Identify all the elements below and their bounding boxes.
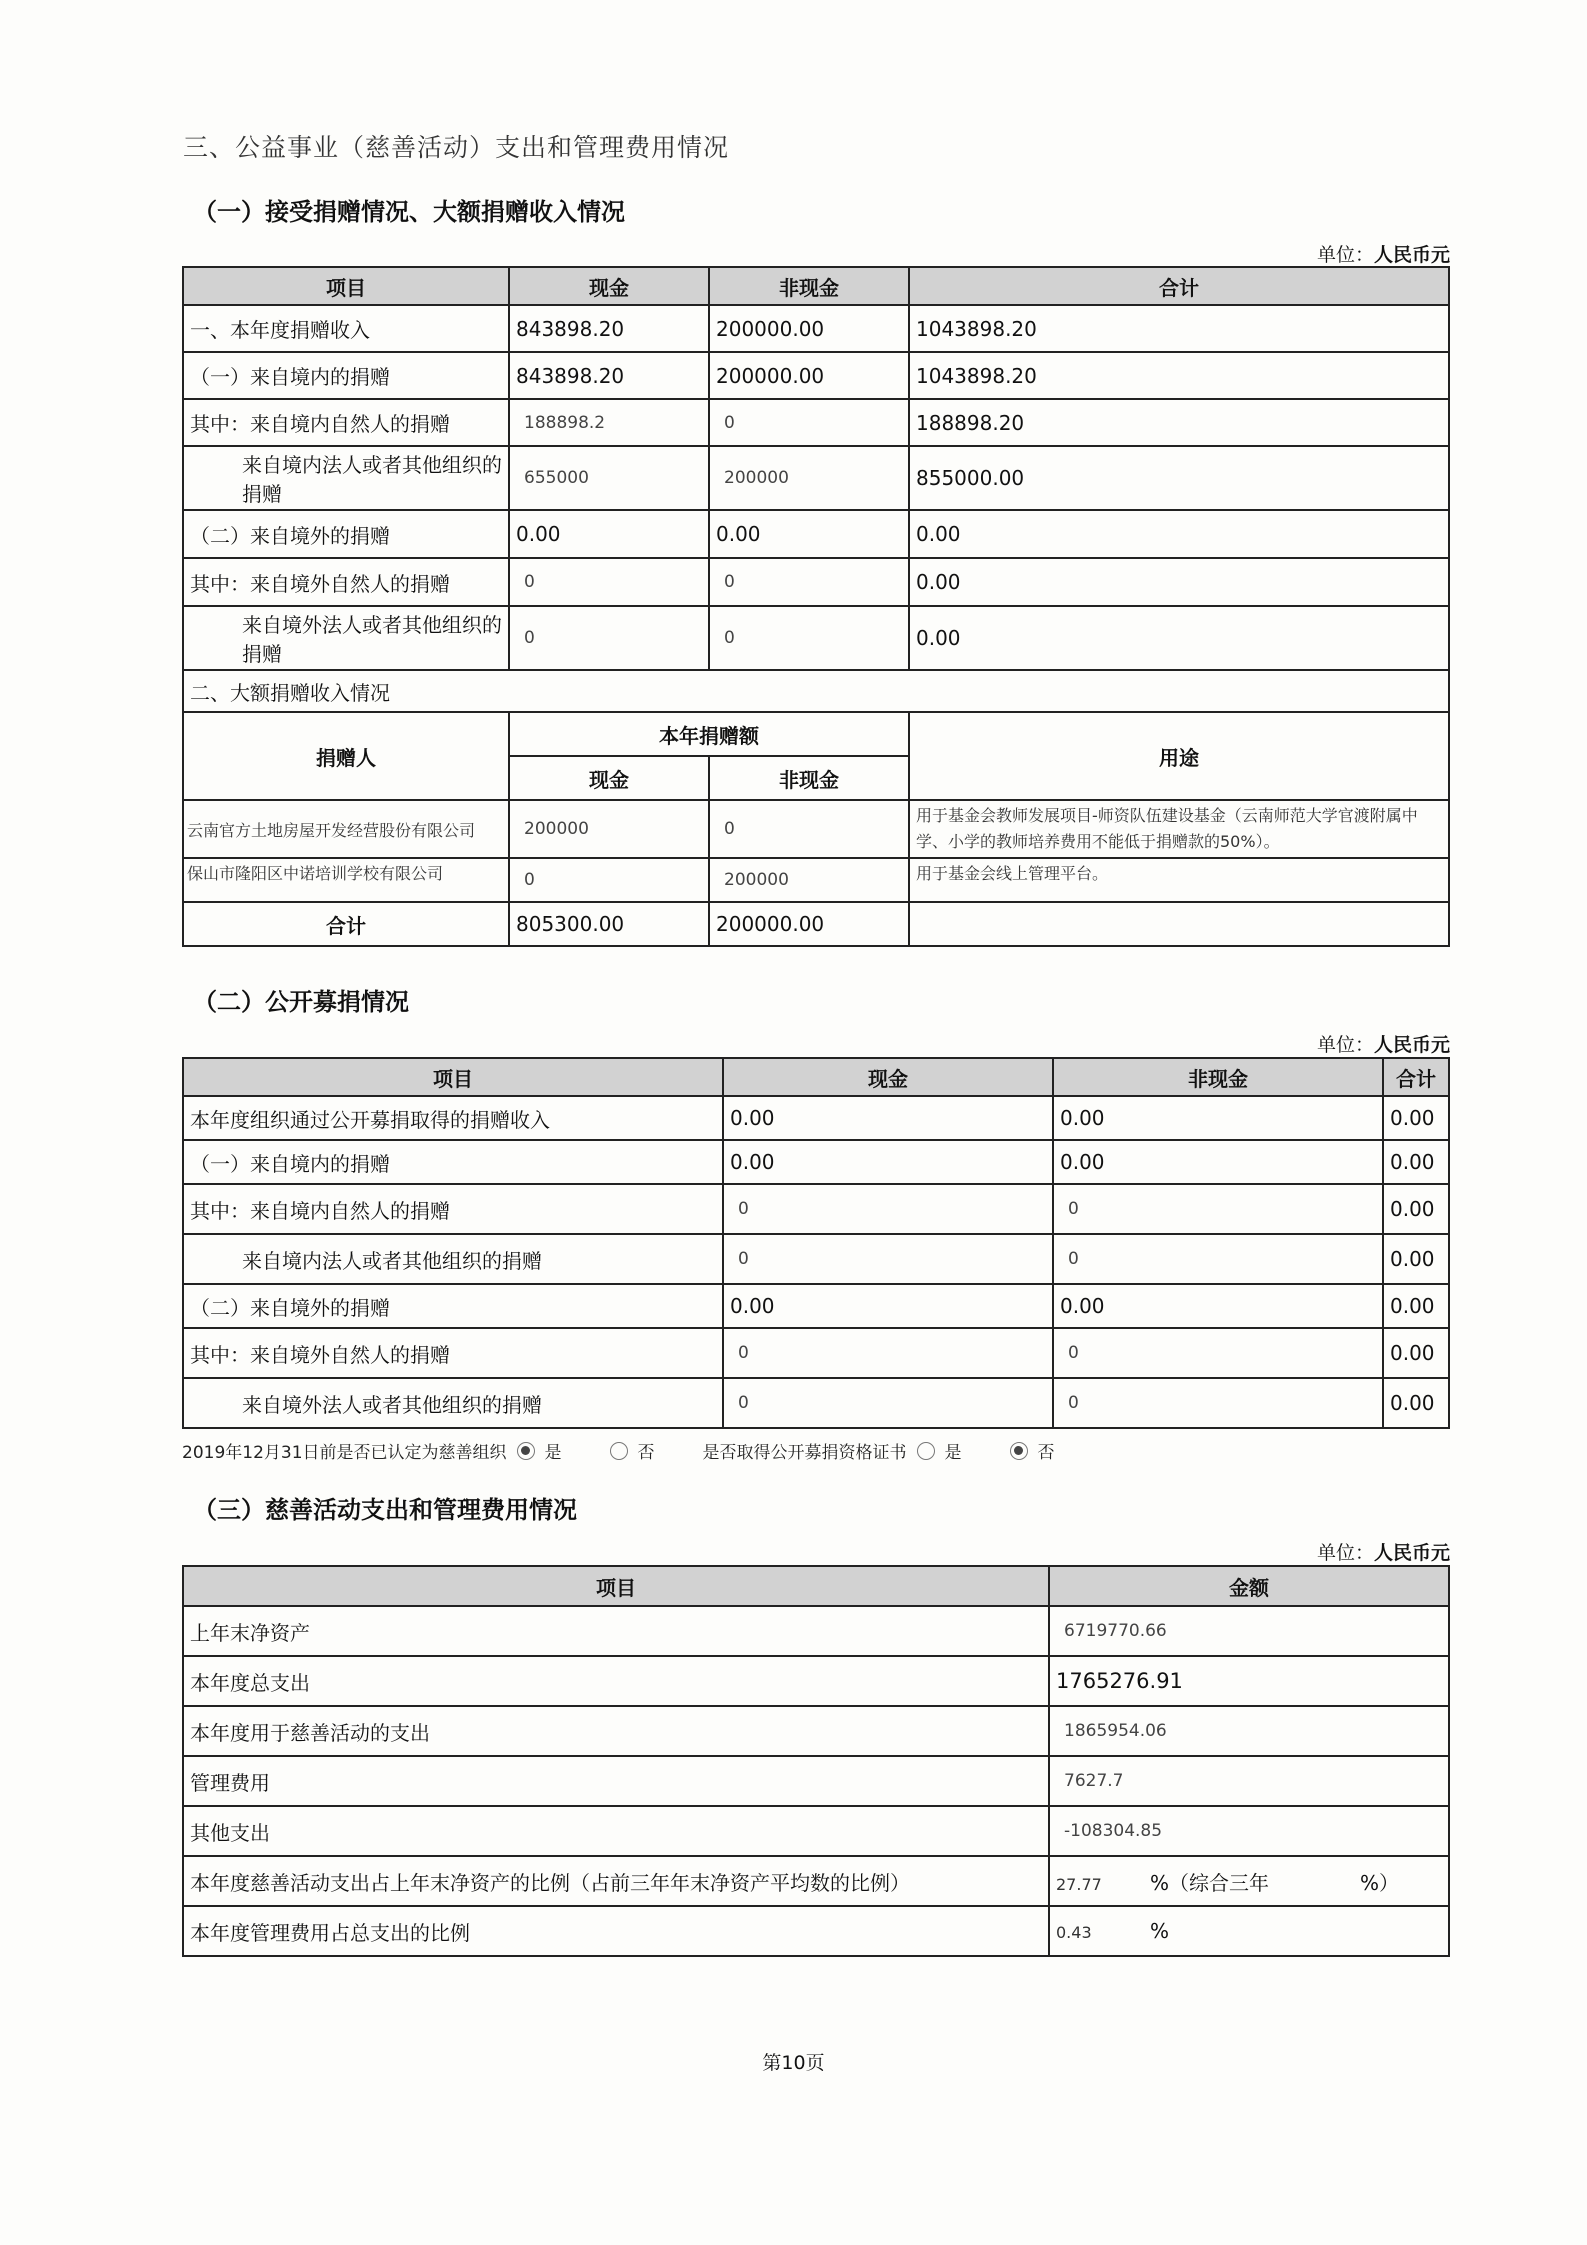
use-description: 用于基金会线上管理平台。 [909,858,1449,902]
cash-value: 0 [509,558,709,606]
header-total: 合计 [1383,1058,1449,1096]
unit-value: 人民币元 [1373,244,1450,266]
charity-yes-label: 是 [544,1443,562,1463]
donation-table [182,266,1450,947]
noncash-value: 0 [709,606,909,670]
table-row [183,1140,1449,1184]
total-use [909,902,1449,946]
expenditure-table [182,1565,1450,1957]
noncash-value: 0.00 [1053,1096,1383,1140]
table-row [183,352,1449,399]
certificate-no-radio[interactable] [1010,1442,1028,1460]
table-row [183,800,1449,858]
row-label: （一）来自境内的捐赠 [183,352,509,399]
total-value: 188898.20 [909,399,1449,446]
noncash-value: 200000 [709,446,909,510]
charity-no-label: 否 [637,1443,655,1463]
large-donation-title-row [183,670,1449,712]
total-value: 1043898.20 [909,305,1449,352]
total-value: 855000.00 [909,446,1449,510]
table-row [183,858,1449,902]
table-row [183,1378,1449,1428]
amount-value: -108304.85 [1049,1806,1449,1856]
section1-title: （一）接受捐赠情况、大额捐赠收入情况 [193,198,625,226]
donor-name: 保山市隆阳区中诺培训学校有限公司 [183,858,509,902]
table-row [183,510,1449,558]
cash-value: 0 [723,1184,1053,1234]
unit-label-1 [1317,240,1450,267]
row-label: 其中：来自境外自然人的捐赠 [183,1328,723,1378]
amount-value: 6719770.66 [1049,1606,1449,1656]
unit-prefix: 单位： [1316,1034,1374,1056]
table-row [183,606,1449,670]
row-label: （二）来自境外的捐赠 [183,510,509,558]
table-row [183,1606,1449,1656]
cash-value: 188898.2 [509,399,709,446]
ratio1-cell [1049,1856,1449,1906]
noncash-value: 0 [1053,1328,1383,1378]
row-label: 本年度用于慈善活动的支出 [183,1706,1049,1756]
total-value: 0.00 [909,510,1449,558]
unit-value: 人民币元 [1373,1542,1450,1564]
noncash-value: 0 [1053,1378,1383,1428]
noncash-value: 0 [1053,1234,1383,1284]
unit-prefix: 单位： [1316,244,1374,266]
amount-value: 1865954.06 [1049,1706,1449,1756]
unit-prefix: 单位： [1316,1542,1374,1564]
row-label: 其中：来自境外自然人的捐赠 [183,558,509,606]
table-row [183,1284,1449,1328]
row-label: 来自境内法人或者其他组织的捐赠 [183,446,509,510]
page-heading: 三、公益事业（慈善活动）支出和管理费用情况 [183,133,730,162]
header-total: 合计 [909,267,1449,305]
header-cash: 现金 [723,1058,1053,1096]
total-label: 合计 [183,902,509,946]
header-large-noncash: 非现金 [709,756,909,800]
row-label: 上年末净资产 [183,1606,1049,1656]
total-value: 0.00 [1383,1096,1449,1140]
charity-yes-radio[interactable] [517,1442,535,1460]
table-header-row [183,267,1449,305]
row-label: 其他支出 [183,1806,1049,1856]
unit-label-2 [1317,1030,1450,1057]
cash-value: 0 [509,606,709,670]
header-noncash: 非现金 [709,267,909,305]
total-value: 0.00 [1383,1184,1449,1234]
table-header-row [183,1566,1449,1606]
row-label: 其中：来自境内自然人的捐赠 [183,1184,723,1234]
row-label: 来自境外法人或者其他组织的捐赠 [183,1378,723,1428]
header-item: 项目 [183,1058,723,1096]
cash-value: 843898.20 [509,352,709,399]
cash-value: 0.00 [723,1284,1053,1328]
noncash-value: 0.00 [1053,1284,1383,1328]
ratio1-label: 本年度慈善活动支出占上年末净资产的比例（占前三年年末净资产平均数的比例） [183,1856,1049,1906]
charity-question: 2019年12月31日前是否已认定为慈善组织 [182,1443,507,1463]
row-label: 一、本年度捐赠收入 [183,305,509,352]
certificate-no-label: 否 [1037,1443,1055,1463]
row-label: 来自境外法人或者其他组织的捐赠 [183,606,509,670]
table-row [183,305,1449,352]
table-row [183,558,1449,606]
table-row [183,399,1449,446]
amount-value: 1765276.91 [1049,1656,1449,1706]
total-row [183,902,1449,946]
header-item: 项目 [183,1566,1049,1606]
table-row [183,1096,1449,1140]
row-label: （一）来自境内的捐赠 [183,1140,723,1184]
total-value: 0.00 [1383,1378,1449,1428]
ratio1-mid: %（综合三年 [1150,1870,1270,1895]
table-row [183,1706,1449,1756]
table-row [183,446,1449,510]
header-donor: 捐赠人 [183,712,509,800]
row-label: 来自境内法人或者其他组织的捐赠 [183,1234,723,1284]
ratio2-label: 本年度管理费用占总支出的比例 [183,1906,1049,1956]
cash-value: 0.00 [723,1140,1053,1184]
total-cash: 805300.00 [509,902,709,946]
table-row [183,1184,1449,1234]
cash-value: 0 [723,1378,1053,1428]
row-label: 本年度组织通过公开募捐取得的捐赠收入 [183,1096,723,1140]
total-value: 0.00 [1383,1328,1449,1378]
noncash-value: 0.00 [1053,1140,1383,1184]
certificate-yes-label: 是 [944,1443,962,1463]
certificate-yes-radio[interactable] [917,1442,935,1460]
total-value: 0.00 [909,606,1449,670]
unit-label-3 [1317,1538,1450,1565]
page-number: 第10页 [762,2052,825,2074]
certificate-question: 是否取得公开募捐资格证书 [702,1443,907,1463]
header-amount: 本年捐赠额 [509,712,909,756]
cash-value: 0 [509,858,709,902]
unit-value: 人民币元 [1373,1034,1450,1056]
row-label: 管理费用 [183,1756,1049,1806]
total-value: 1043898.20 [909,352,1449,399]
total-value: 0.00 [909,558,1449,606]
table-row [183,1656,1449,1706]
total-value: 0.00 [1383,1234,1449,1284]
table-row [183,1234,1449,1284]
noncash-value: 200000.00 [709,352,909,399]
noncash-value: 200000 [709,858,909,902]
use-description: 用于基金会教师发展项目-师资队伍建设基金（云南师范大学官渡附属中学、小学的教师培养费用不能低于捐赠款的50%）。 [909,800,1449,858]
ratio2-cell [1049,1906,1449,1956]
row-label: 本年度总支出 [183,1656,1049,1706]
total-value: 0.00 [1383,1284,1449,1328]
ratio2-value: 0.43 [1056,1923,1092,1942]
charity-no-radio[interactable] [610,1442,628,1460]
cash-value: 843898.20 [509,305,709,352]
cash-value: 0.00 [509,510,709,558]
status-line [182,1438,1055,1463]
header-large-cash: 现金 [509,756,709,800]
ratio1-end: %） [1360,1870,1400,1895]
public-fundraising-table [182,1057,1450,1429]
cash-value: 200000 [509,800,709,858]
header-use: 用途 [909,712,1449,800]
donor-name: 云南官方土地房屋开发经营股份有限公司 [183,800,509,858]
table-row [183,1756,1449,1806]
header-amount: 金额 [1049,1566,1449,1606]
table-row [183,1806,1449,1856]
amount-value: 7627.7 [1049,1756,1449,1806]
section2-title: （二）公开募捐情况 [193,988,409,1016]
header-noncash: 非现金 [1053,1058,1383,1096]
noncash-value: 200000.00 [709,305,909,352]
header-item: 项目 [183,267,509,305]
table-header-row [183,1058,1449,1096]
noncash-value: 0 [709,399,909,446]
noncash-value: 0 [1053,1184,1383,1234]
header-cash: 现金 [509,267,709,305]
large-donation-title: 二、大额捐赠收入情况 [183,670,1449,712]
cash-value: 0 [723,1234,1053,1284]
table-row [183,1906,1449,1956]
noncash-value: 0 [709,800,909,858]
section3-title: （三）慈善活动支出和管理费用情况 [193,1496,577,1524]
ratio2-end: % [1150,1919,1170,1943]
row-label: 其中：来自境内自然人的捐赠 [183,399,509,446]
cash-value: 0 [723,1328,1053,1378]
row-label: （二）来自境外的捐赠 [183,1284,723,1328]
large-header-row [183,712,1449,756]
total-value: 0.00 [1383,1140,1449,1184]
table-row [183,1328,1449,1378]
table-row [183,1856,1449,1906]
ratio1-value: 27.77 [1056,1874,1102,1894]
noncash-value: 0.00 [709,510,909,558]
total-noncash: 200000.00 [709,902,909,946]
noncash-value: 0 [709,558,909,606]
cash-value: 0.00 [723,1096,1053,1140]
cash-value: 655000 [509,446,709,510]
